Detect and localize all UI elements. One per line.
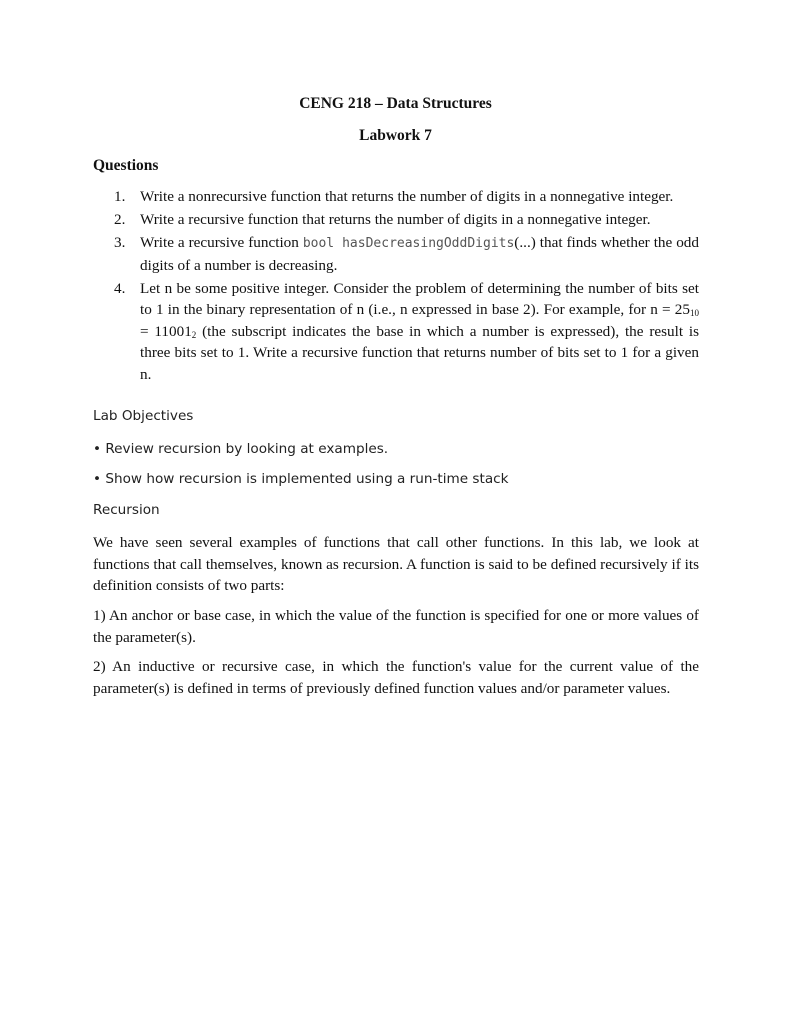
question-number: 2. — [114, 211, 126, 228]
objective-item: • Review recursion by looking at examples. — [93, 441, 389, 457]
question-text-part2: = 11001 — [140, 322, 192, 340]
question-text: Write a recursive function that returns the number of digits in a nonnegative integer. — [140, 211, 651, 228]
recursion-heading: Recursion — [93, 502, 160, 518]
question-text: Write a nonrecursive function that returns the number of digits in a nonnegative integer. — [140, 188, 674, 205]
questions-list — [93, 186, 699, 387]
questions-heading: Questions — [93, 157, 159, 174]
recursion-paragraph: 2) An inductive or recursive case, in which the function's value for the current value of the parameter(s) is defined in terms of previously defined function values and/or parameter values. — [93, 658, 699, 697]
question-text-part3: (the subscript indicates the base in which a number is expressed), the result is three bits set to 1. Write a recursive function that returns number of bits set to 1 for a given n. — [140, 322, 699, 383]
base-subscript: 10 — [690, 308, 699, 318]
objective-item: • Show how recursion is implemented using a run-time stack — [93, 471, 509, 487]
question-number: 4. — [114, 279, 126, 297]
question-item — [93, 186, 699, 208]
function-signature-code: bool hasDecreasingOddDigits — [302, 236, 515, 251]
question-item — [93, 278, 699, 386]
question-item — [93, 232, 699, 276]
question-text-post: (...) that finds whether the odd digits of a number is decreasing. — [140, 234, 699, 274]
question-number: 1. — [114, 188, 126, 205]
question-text-pre: Write a recursive function — [140, 234, 303, 251]
recursion-paragraph: We have seen several examples of functions that call other functions. In this lab, we look at functions that call themselves, known as recursion. A function is said to be defined recursively if its definition consists of two parts: — [93, 534, 699, 594]
objectives-heading: Lab Objectives — [93, 408, 194, 424]
question-text-part1: Let n be some positive integer. Consider the problem of determining the number of bits set to 1 in the binary representation of n (i.e., n expressed in base 2). For example, for n = 25 — [140, 279, 699, 318]
document-title: CENG 218 – Data Structures — [299, 95, 492, 112]
recursion-paragraph: 1) An anchor or base case, in which the value of the function is specified for one or more values of the parameter(s). — [93, 607, 699, 646]
base-subscript: 2 — [191, 329, 197, 340]
question-number: 3. — [114, 234, 126, 251]
question-item — [93, 209, 699, 231]
document-subtitle: Labwork 7 — [359, 127, 432, 144]
